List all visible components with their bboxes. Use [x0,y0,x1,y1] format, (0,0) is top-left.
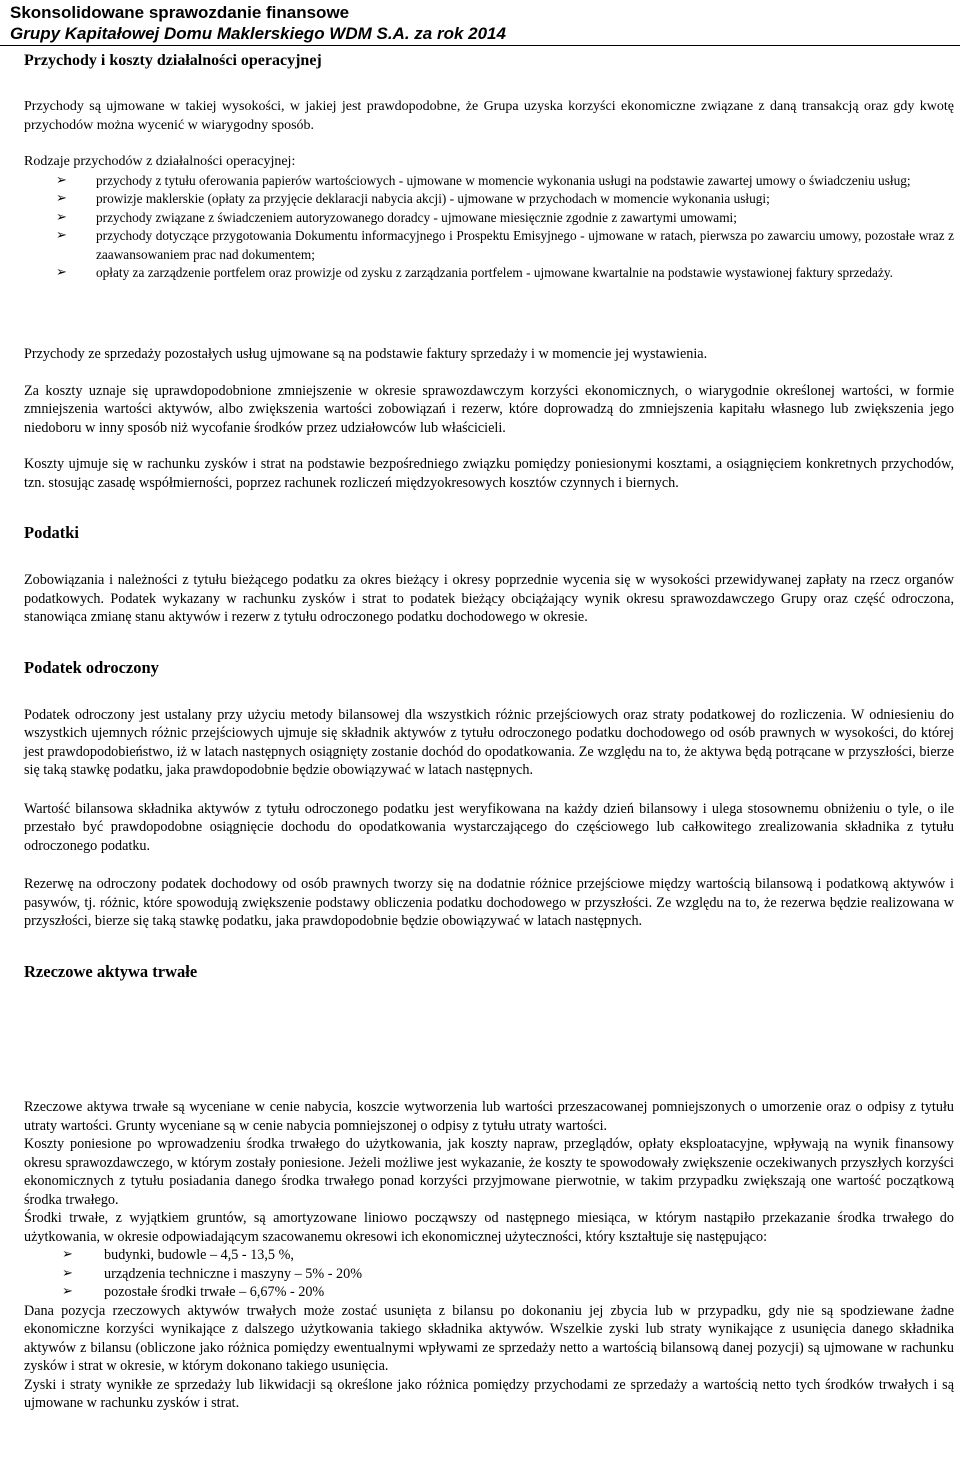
list-item-text: budynki, budowle – 4,5 - 13,5 %, [104,1247,294,1263]
section-title-taxes: Podatki [24,523,80,542]
paragraph: Rzeczowe aktywa trwałe są wyceniane w cenie nabycia, koszcie wytworzenia lub wartości przeszacowanej pomniejszonych o umorzenie oraz o odpisy z tytułu utraty wartości. Grunty wyceniane są w cenie nabycia pomniejszonej o odpisy z tytułu utraty wartości. [24,1099,954,1134]
arrow-bullet-icon: ➢ [56,191,67,206]
list-item [24,1246,954,1265]
list-item [24,1283,954,1302]
list-item-text: opłaty za zarządzenie portfelem oraz prowizje od zysku z zarządzania portfelem - ujmowane kwartalnie na podstawie wystawionej faktury sprzedaży. [96,265,893,280]
paragraph: Przychody ze sprzedaży pozostałych usług ujmowane są na podstawie faktury sprzedaży i w momencie jej wystawienia. [24,346,708,362]
arrow-bullet-icon: ➢ [62,1284,73,1299]
arrow-bullet-icon: ➢ [56,265,67,280]
paragraph: Za koszty uznaje się uprawdopodobnione zmniejszenie w okresie sprawozdawczym korzyści ekonomicznych, o wiarygodnie określonej wartości, w formie zmniejszenia wartości aktywów, albo zwiększenia wartości zobowiązań i rezerw, które doprowadzą do zmniejszenia kapitału własnego lub zwiększenia jego niedoboru w inny sposób niż wycofanie środków przez udziałowców lub właścicieli. [24,382,954,436]
depreciation-rates-list [24,1246,954,1302]
arrow-bullet-icon: ➢ [56,209,67,225]
header-line-2: Grupy Kapitałowej Domu Maklerskiego WDM S.A. za rok 2014 [10,24,506,43]
paragraph: Koszty ujmuje się w rachunku zysków i strat na podstawie bezpośredniego związku pomiędzy poniesionymi kosztami, a osiągnięciem konkretnych przychodów, tzn. stosując zasadę współmierności, poprzez rachunek rozliczeń międzyokresowych kosztów czynnych i biernych. [24,456,954,491]
paragraph: Dana pozycja rzeczowych aktywów trwałych może zostać usunięta z bilansu po dokonaniu jej zbycia lub w przypadku, gdy nie są spodziewane żadne ekonomiczne korzyści wynikające z dalszego użytkowania takiego składnika aktywów. Wszelkie zyski lub straty wynikające z usunięcia danego składnika aktywów z bilansu (obliczone jako różnica pomiędzy ewentualnymi wpływami ze sprzedaży netto a wartością bilansową danej pozycji) są ujmowane w rachunku zysków i strat w okresie, w którym dokonano takiego usunięcia. [24,1302,954,1374]
list-item-text: przychody dotyczące przygotowania Dokumentu informacyjnego i Prospektu Emisyjnego - ujmowane w ratach, pierwsza po zawarciu umowy, pozostałe wraz z zaawansowaniem prac nad dokumentem; [96,228,954,262]
section-title-deferred-tax: Podatek odroczony [24,657,159,677]
arrow-bullet-icon: ➢ [62,1265,73,1281]
paragraph: Podatek odroczony jest ustalany przy użyciu metody bilansowej dla wszystkich różnic przejściowych oraz straty podatkowej do rozliczenia. W odniesieniu do wszystkich ujemnych różnic przejściowych ujmuje się składnik aktywów z tytułu odroczonego podatku dochodowego od osób prawnych w wysokości, do której jest prawdopodobieństwo, iż w latach następnych osiągnięty zostanie dochód do opodatkowania. Ze względu na to, że aktywa będą potrącane w przyszłości, bierze się taką stawkę podatku, jaka prawdopodobnie będzie obowiązywać w latach następnych. [24,706,954,778]
paragraph: Rezerwę na odroczony podatek dochodowy od osób prawnych tworzy się na dodatnie różnice przejściowe między wartością bilansową i podatkową aktywów i pasywów, tj. różnic, które spowodują zwiększenie podstawy obliczenia podatku dochodowego w przyszłości. Ze względu na to, że rezerwa będzie realizowana w przyszłości, bierze się taką stawkę podatku, jaka prawdopodobnie będzie obowiązywać w latach następnych. [24,876,954,929]
paragraph: Zobowiązania i należności z tytułu bieżącego podatku za okres bieżący i okresy poprzednie wycenia się w wysokości przewidywanej zapłaty na rzecz organów podatkowych. Podatek wykazany w rachunku zysków i strat to podatek bieżący obciążający wynik okresu sprawozdawczego Grupy oraz część odroczona, stanowiąca zmianę stanu aktywów i rezerw z tytułu odroczonego podatku dochodowego w okresie. [24,572,954,625]
list-item [24,190,954,209]
paragraph: Wartość bilansowa składnika aktywów z tytułu odroczonego podatku jest weryfikowana na każdy dzień bilansowy i ulega stosownemu obniżeniu o tyle, o ile przestało być prawdopodobne osiągnięcie dochodu do opodatkowania wystarczającego do częściowego lub całkowitego zrealizowania składnika z tytułu odroczonego podatku. [24,800,954,854]
section-revenues [24,50,954,283]
revenue-types-list [24,172,954,283]
arrow-bullet-icon: ➢ [56,228,67,243]
list-item [24,227,954,264]
section-title-revenues: Przychody i koszty działalności operacyjnej [24,52,322,69]
list-item [24,172,954,191]
list-item [24,209,954,228]
paragraph: Środki trwałe, z wyjątkiem gruntów, są amortyzowane liniowo począwszy od następnego miesiąca, w którym nastąpiło przekazanie środka trwałego do użytkowania, w okresie odpowiadającym szacowanemu okresowi ich ekonomicznej użyteczności, który kształtuje się następująco: [24,1210,954,1245]
paragraph: Rodzaje przychodów z działalności operacyjnej: [24,154,296,169]
list-item-text: przychody związane z świadczeniem autoryzowanego doradcy - ujmowane miesięcznie zgodnie z zawartymi umowami; [96,209,737,225]
paragraph: Zyski i straty wynikłe ze sprzedaży lub likwidacji są określone jako różnica pomiędzy przychodami ze sprzedaży a wartością netto tych środków trwałych i są ujmowane w rachunku zysków i strat. [24,1376,954,1411]
list-item [24,1265,954,1284]
list-item-text: przychody z tytułu oferowania papierów wartościowych - ujmowane w momencie wykonania usługi na podstawie zawartej umowy o świadczeniu usług; [96,172,911,188]
section-costs-taxes [24,345,954,983]
section-title-fixed-assets: Rzeczowe aktywa trwałe [24,961,198,981]
document-header [10,2,506,44]
arrow-bullet-icon: ➢ [56,172,67,188]
list-item [24,264,954,283]
section-fixed-assets [24,1098,954,1413]
paragraph: Przychody są ujmowane w takiej wysokości, w jakiej jest prawdopodobne, że Grupa uzyska korzyści ekonomiczne związane z daną transakcją oraz gdy kwotę przychodów można wycenić w wiarygodny sposób. [24,99,954,133]
header-line-1: Skonsolidowane sprawozdanie finansowe [10,3,350,22]
list-item-text: urządzenia techniczne i maszyny – 5% - 20% [104,1265,363,1282]
paragraph: Koszty poniesione po wprowadzeniu środka trwałego do użytkowania, jak koszty napraw, przeglądów, opłaty eksploatacyjne, wpływają na wynik finansowy okresu sprawozdawczego, w którym zostały poniesione. Jeżeli możliwe jest wykazanie, że koszty te spowodowały zwiększenie oczekiwanych przyszłych korzyści ekonomicznych z tytułu posiadania danego środka trwałego ponad korzyści przyjmowane pierwotnie, w takim przypadku zwiększają one wartość początkową środka trwałego. [24,1136,954,1208]
header-rule [0,45,960,46]
list-item-text: prowizje maklerskie (opłaty za przyjęcie deklaracji nabycia akcji) - ujmowane w przychodach w momencie wykonania usługi; [96,191,770,206]
arrow-bullet-icon: ➢ [62,1247,73,1262]
list-item-text: pozostałe środki trwałe – 6,67% - 20% [104,1284,325,1300]
